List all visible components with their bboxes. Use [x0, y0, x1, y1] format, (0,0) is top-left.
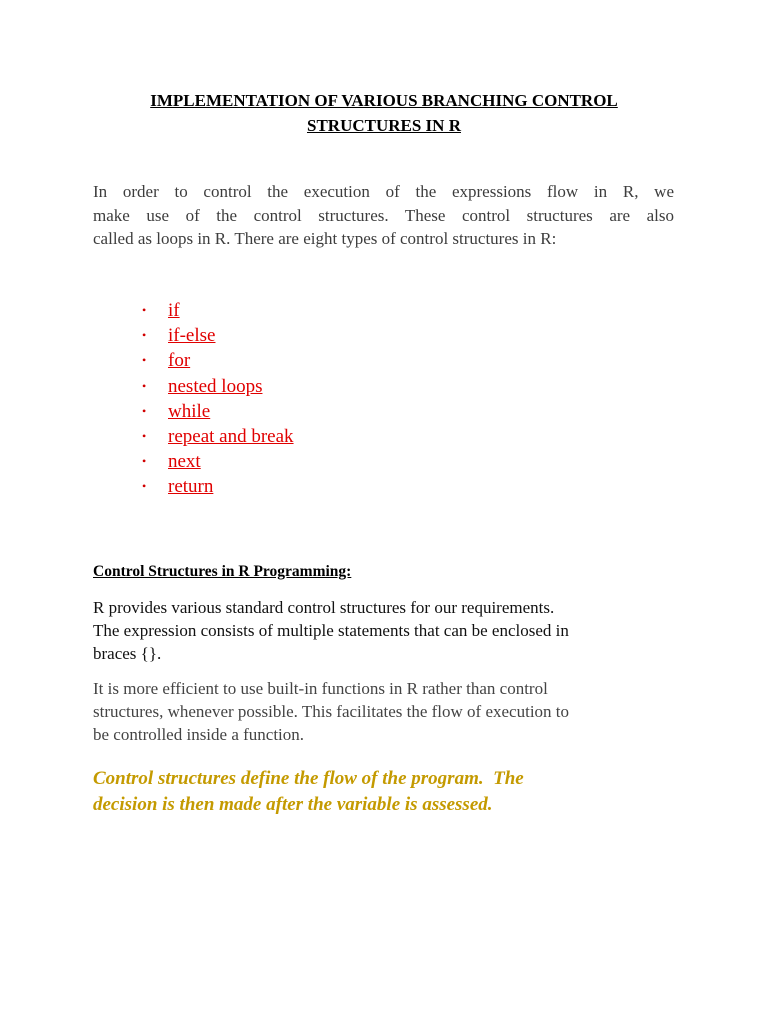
- link-next[interactable]: next: [168, 451, 201, 473]
- list-item: [142, 399, 294, 424]
- list-item: [142, 298, 294, 323]
- callout-line-2: decision is then made after the variable is assessed.: [93, 794, 493, 815]
- link-for[interactable]: for: [168, 350, 191, 372]
- para1-line-1: R provides various standard control structures for our requirements.: [93, 598, 555, 617]
- bullet-icon: •: [142, 328, 147, 343]
- callout-line-1: Control structures define the flow of the program. The: [93, 768, 524, 789]
- list-item: [142, 449, 294, 474]
- link-return[interactable]: return: [168, 476, 214, 498]
- para2-line-3: be controlled inside a function.: [93, 725, 305, 744]
- page-title: [60, 88, 708, 138]
- bullet-icon: •: [142, 303, 147, 317]
- intro-line-2: make use of the control structures. These control structures are also: [93, 205, 674, 225]
- title-line-1: IMPLEMENTATION OF VARIOUS BRANCHING CONTROL: [150, 91, 618, 110]
- para1-line-2: The expression consists of multiple statements that can be enclosed in: [93, 621, 569, 640]
- link-if-else[interactable]: if-else: [168, 325, 216, 347]
- list-item: [142, 374, 294, 399]
- intro-line-1: In order to control the execution of the expressions flow in R, we: [93, 182, 674, 201]
- link-while[interactable]: while: [168, 400, 211, 422]
- link-repeat-and-break[interactable]: repeat and break: [168, 425, 294, 447]
- control-structures-list: [142, 298, 294, 500]
- bullet-icon: •: [142, 353, 147, 368]
- highlight-callout: [93, 766, 693, 818]
- list-item: [142, 323, 294, 348]
- intro-paragraph: [93, 180, 674, 251]
- list-item: [142, 474, 294, 499]
- bullet-icon: •: [142, 428, 147, 443]
- section-heading: Control Structures in R Programming:: [93, 563, 352, 580]
- list-item: [142, 348, 294, 373]
- section-paragraph-1: [93, 596, 683, 665]
- section-paragraph-2: [93, 677, 683, 746]
- intro-line-3: called as loops in R. There are eight types of control structures in R:: [93, 229, 557, 248]
- para1-line-3: braces {}.: [93, 644, 162, 663]
- bullet-icon: •: [142, 403, 147, 418]
- title-line-2: STRUCTURES IN R: [307, 116, 461, 135]
- list-item: [142, 424, 294, 449]
- bullet-icon: •: [142, 454, 147, 469]
- bullet-icon: •: [142, 479, 147, 494]
- bullet-icon: •: [142, 378, 147, 393]
- link-nested-loops[interactable]: nested loops: [168, 375, 263, 397]
- para2-line-2: structures, whenever possible. This facilitates the flow of execution to: [93, 702, 570, 721]
- para2-line-1: It is more efficient to use built-in functions in R rather than control: [93, 679, 548, 698]
- link-if[interactable]: if: [168, 300, 180, 321]
